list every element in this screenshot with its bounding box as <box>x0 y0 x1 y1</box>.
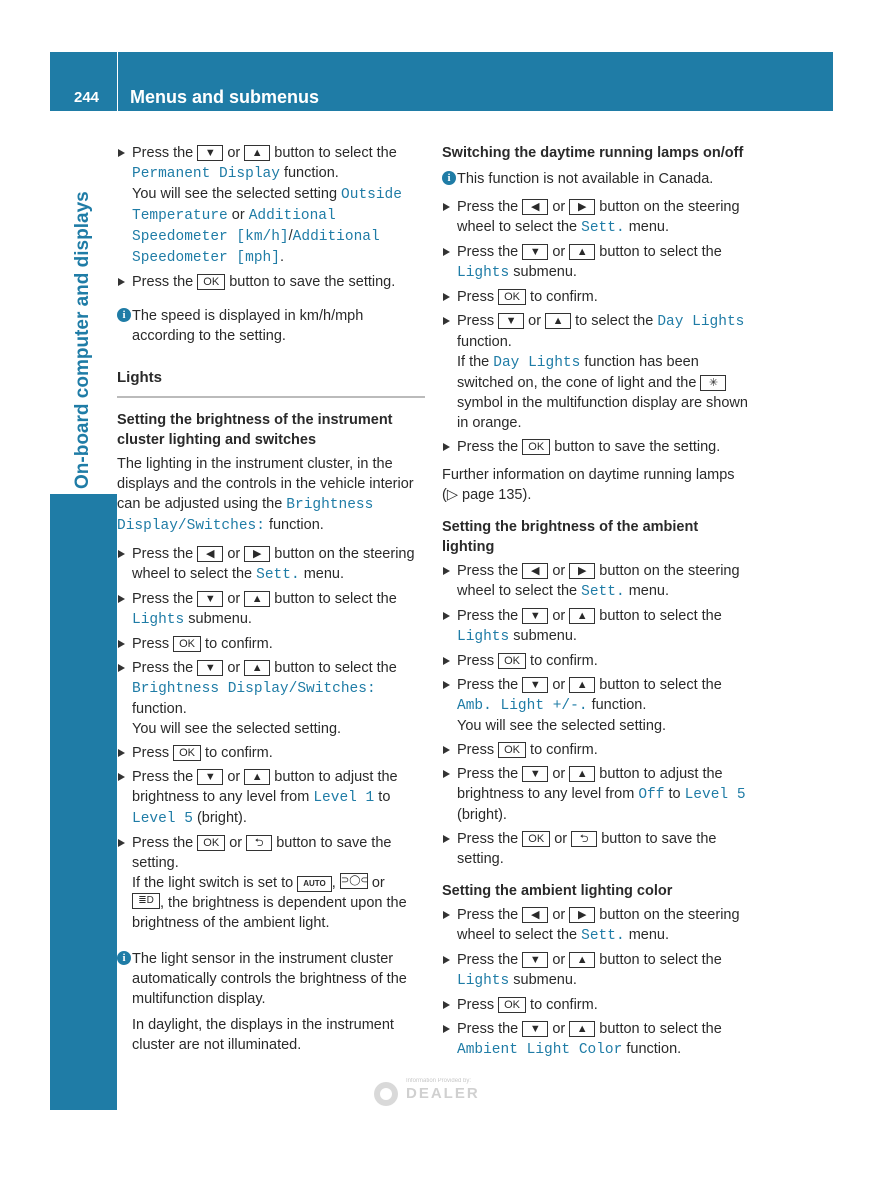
up-key-icon: ▲ <box>244 769 270 785</box>
left-column <box>117 143 425 1063</box>
down-key-icon: ▼ <box>498 313 524 329</box>
step-a4: Press the ▼ or ▲ button to select the Amb. Light +/-. function. You will see the selected setting. <box>442 675 750 736</box>
up-key-icon: ▲ <box>569 608 595 624</box>
ok-key-icon: OK <box>197 274 225 290</box>
down-key-icon: ▼ <box>197 660 223 676</box>
info-note-speed: i The speed is displayed in km/h/mph according to the setting. <box>117 306 425 346</box>
step-d5: Press the OK button to save the setting. <box>442 437 750 457</box>
further-info: Further information on daytime running lamps (▷ page 135). <box>442 467 735 503</box>
section-sidebar <box>50 111 117 1110</box>
dealer-watermark <box>372 1074 507 1114</box>
down-key-icon: ▼ <box>522 766 548 782</box>
up-key-icon: ▲ <box>569 1021 595 1037</box>
step-b4: Press the ▼ or ▲ button to select the Brightness Display/Switches: function. You will see the selected setting. <box>117 658 425 739</box>
info-note-light-sensor: i The light sensor in the instrument cluster automatically controls the brightness of the multifunction display. In daylight, the displays in the instrument cluster are not illuminated. <box>117 949 425 1055</box>
info-icon: i <box>442 171 456 185</box>
left-key-icon: ◀ <box>522 199 548 215</box>
heading-ambient-brightness: Setting the brightness of the ambient lighting <box>442 519 699 555</box>
right-column <box>442 143 750 1064</box>
step-a6: Press the ▼ or ▲ button to adjust the brightness to any level from Off to Level 5 (bright). <box>442 764 750 825</box>
watermark-brand: DEALER <box>406 1085 480 1102</box>
back-key-icon: ⮌ <box>571 831 597 847</box>
step-b2: Press the ▼ or ▲ button to select the Lights submenu. <box>117 589 425 630</box>
heading-daytime-running-lamps: Switching the daytime running lamps on/off <box>442 145 744 161</box>
ok-key-icon: OK <box>522 831 550 847</box>
down-key-icon: ▼ <box>522 244 548 260</box>
ok-key-icon: OK <box>498 289 526 305</box>
down-key-icon: ▼ <box>197 145 223 161</box>
step-b6: Press the ▼ or ▲ button to adjust the brightness to any level from Level 1 to Level 5 (bright). <box>117 767 425 829</box>
info-note-canada: i This function is not available in Canada. <box>442 169 750 189</box>
watermark-line1: Information Provided by: <box>406 1078 472 1084</box>
right-key-icon: ▶ <box>569 563 595 579</box>
up-key-icon: ▲ <box>569 244 595 260</box>
heading-ambient-color: Setting the ambient lighting color <box>442 883 673 899</box>
up-key-icon: ▲ <box>569 766 595 782</box>
right-key-icon: ▶ <box>569 907 595 923</box>
up-key-icon: ▲ <box>244 660 270 676</box>
step-a3: Press OK to confirm. <box>442 651 750 671</box>
step-b1: Press the ◀ or ▶ button on the steering wheel to select the Sett. menu. <box>117 544 425 585</box>
down-key-icon: ▼ <box>197 769 223 785</box>
step-c2: Press the ▼ or ▲ button to select the Lights submenu. <box>442 950 750 991</box>
up-key-icon: ▲ <box>569 677 595 693</box>
step-a2: Press the ▼ or ▲ button to select the Lights submenu. <box>442 606 750 647</box>
ok-key-icon: OK <box>498 742 526 758</box>
up-key-icon: ▲ <box>244 145 270 161</box>
ok-key-icon: OK <box>173 745 201 761</box>
down-key-icon: ▼ <box>522 952 548 968</box>
intro-paragraph: The lighting in the instrument cluster, in the displays and the controls in the vehicle interior can be adjusted using the Brightness Display/Switches: function. <box>117 456 414 534</box>
heading-brightness-instrument: Setting the brightness of the instrument cluster lighting and switches <box>117 412 393 448</box>
up-key-icon: ▲ <box>569 952 595 968</box>
auto-light-icon: AUTO <box>297 876 332 892</box>
page-title: Menus and submenus <box>130 87 320 107</box>
heading-lights: Lights <box>117 368 425 398</box>
step-b7: Press the OK or ⮌ button to save the setting. If the light switch is set to AUTO , ⊃◯⊂ or ≣D , the brightness is dependent upon the brightness of the ambient light. <box>117 833 425 933</box>
step-a1: Press the ◀ or ▶ button on the steering wheel to select the Sett. menu. <box>442 561 750 602</box>
daytime-light-icon: ✳ <box>700 375 726 391</box>
ok-key-icon: OK <box>173 636 201 652</box>
down-key-icon: ▼ <box>522 677 548 693</box>
up-key-icon: ▲ <box>244 591 270 607</box>
step-d1: Press the ◀ or ▶ button on the steering wheel to select the Sett. menu. <box>442 197 750 238</box>
step-a7: Press the OK or ⮌ button to save the setting. <box>442 829 750 869</box>
right-key-icon: ▶ <box>569 199 595 215</box>
step-b3: Press OK to confirm. <box>117 634 425 654</box>
sidebar-bar <box>50 494 117 1110</box>
step-d2: Press the ▼ or ▲ button to select the Lights submenu. <box>442 242 750 283</box>
step-a5: Press OK to confirm. <box>442 740 750 760</box>
page-header <box>50 52 833 111</box>
left-key-icon: ◀ <box>197 546 223 562</box>
info-icon: i <box>117 308 131 322</box>
up-key-icon: ▲ <box>545 313 571 329</box>
step-c1: Press the ◀ or ▶ button on the steering wheel to select the Sett. menu. <box>442 905 750 946</box>
parking-light-icon: ⊃◯⊂ <box>340 873 368 889</box>
page-number: 244 <box>74 89 100 106</box>
step-c4: Press the ▼ or ▲ button to select the Ambient Light Color function. <box>442 1019 750 1060</box>
ok-key-icon: OK <box>498 653 526 669</box>
step-c3: Press OK to confirm. <box>442 995 750 1015</box>
step-save-setting: Press the OK button to save the setting. <box>117 272 425 292</box>
step-d3: Press OK to confirm. <box>442 287 750 307</box>
down-key-icon: ▼ <box>197 591 223 607</box>
step-select-permanent-display: Press the ▼ or ▲ button to select the Permanent Display function. You will see the selected setting Outside Temperature or Additional Speedometer [km/h]/Additional Speedometer [mph]. <box>117 143 425 268</box>
ok-key-icon: OK <box>498 997 526 1013</box>
down-key-icon: ▼ <box>522 608 548 624</box>
back-key-icon: ⮌ <box>246 835 272 851</box>
section-label: On-board computer and displays <box>72 191 93 489</box>
down-key-icon: ▼ <box>522 1021 548 1037</box>
step-b5: Press OK to confirm. <box>117 743 425 763</box>
ok-key-icon: OK <box>522 439 550 455</box>
header-divider <box>117 52 118 111</box>
ok-key-icon: OK <box>197 835 225 851</box>
right-key-icon: ▶ <box>244 546 270 562</box>
left-key-icon: ◀ <box>522 907 548 923</box>
info-icon: i <box>117 951 131 965</box>
left-key-icon: ◀ <box>522 563 548 579</box>
step-d4: Press ▼ or ▲ to select the Day Lights function. If the Day Lights function has been switched on, the cone of light and the ✳ symbol in the multifunction display are shown in orange. <box>442 311 750 433</box>
low-beam-icon: ≣D <box>132 893 160 909</box>
